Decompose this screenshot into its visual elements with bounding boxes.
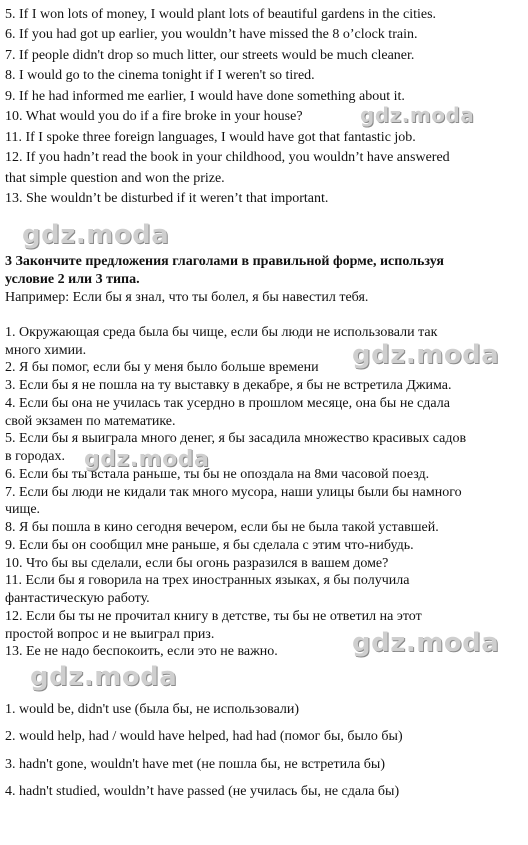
russian-sentence-1-cont: много химии.	[5, 343, 87, 358]
english-answer-12: 12. If you hadn’t read the book in your childhood, you wouldn’t have answered	[5, 150, 450, 165]
english-answer-10: 10. What would you do if a fire broke in your house?	[5, 109, 303, 124]
russian-sentence-2: 2. Я бы помог, если бы у меня было больше времени	[5, 360, 319, 375]
russian-sentence-13: 13. Ее не надо беспокоить, если это не важно.	[5, 644, 278, 659]
russian-sentence-8: 8. Я бы пошла в кино сегодня вечером, если бы не была такой уставшей.	[5, 520, 439, 535]
russian-sentence-7: 7. Если бы люди не кидали так много мусора, наши улицы были бы намного	[5, 485, 462, 500]
russian-sentence-12-cont: простой вопрос и не выиграл приз.	[5, 627, 215, 642]
english-answer-5: 5. If I won lots of money, I would plant lots of beautiful gardens in the cities.	[5, 7, 437, 22]
english-answer-9: 9. If he had informed me earlier, I would have done something about it.	[5, 89, 405, 104]
watermark: gdz.moda	[30, 662, 178, 692]
russian-sentence-11: 11. Если бы я говорила на трех иностранных языках, я бы получила	[5, 573, 410, 588]
watermark: gdz.moda	[84, 447, 210, 472]
russian-sentence-4-cont: свой экзамен по математике.	[5, 414, 176, 429]
watermark: gdz.moda	[22, 220, 170, 250]
russian-sentence-4: 4. Если бы она не училась так усердно в прошлом месяце, она бы не сдала	[5, 396, 450, 411]
russian-sentence-5-cont: в городах.	[5, 449, 65, 464]
russian-sentence-7-cont: чище.	[5, 502, 41, 517]
russian-sentence-10: 10. Что бы вы сделали, если бы огонь разразился в вашем доме?	[5, 556, 389, 571]
answer-4: 4. hadn't studied, wouldn’t have passed (не училась бы, не сдала бы)	[5, 784, 400, 799]
task-heading: 3 Закончите предложения глаголами в правильной форме, используя	[5, 254, 444, 269]
answer-1: 1. would be, didn't use (была бы, не использовали)	[5, 702, 300, 717]
russian-sentence-6: 6. Если бы ты встала раньше, ты бы не опоздала на 8ми часовой поезд.	[5, 467, 430, 482]
russian-sentence-1: 1. Окружающая среда была бы чище, если бы люди не использовали так	[5, 325, 438, 340]
watermark: gdz.moda	[352, 340, 500, 370]
english-answer-13: 13. She wouldn’t be disturbed if it weren’t that important.	[5, 191, 329, 206]
task-example: Например: Если бы я знал, что ты болел, я бы навестил тебя.	[5, 290, 369, 305]
english-answer-12-cont: that simple question and won the prize.	[5, 171, 225, 186]
russian-sentence-12: 12. Если бы ты не прочитал книгу в детстве, ты бы не ответил на этот	[5, 609, 422, 624]
russian-sentence-9: 9. Если бы он сообщил мне раньше, я бы сделала с этим что-нибудь.	[5, 538, 414, 553]
russian-sentence-11-cont: фантастическую работу.	[5, 591, 150, 606]
answer-3: 3. hadn't gone, wouldn't have met (не пошла бы, не встретила бы)	[5, 757, 385, 772]
english-answer-7: 7. If people didn't drop so much litter, our streets would be much cleaner.	[5, 48, 415, 63]
english-answer-6: 6. If you had got up earlier, you wouldn’t have missed the 8 o’clock train.	[5, 27, 418, 42]
english-answer-8: 8. I would go to the cinema tonight if I weren't so tired.	[5, 68, 315, 83]
watermark: gdz.moda	[352, 628, 500, 658]
answer-2: 2. would help, had / would have helped, had had (помог бы, было бы)	[5, 729, 403, 744]
russian-sentence-5: 5. Если бы я выиграла много денег, я бы засадила множество красивых садов	[5, 431, 467, 446]
watermark: gdz.moda	[360, 103, 475, 127]
russian-sentence-3: 3. Если бы я не пошла на ту выставку в декабре, я бы не встретила Джима.	[5, 378, 452, 393]
english-answer-11: 11. If I spoke three foreign languages, I would have got that fantastic job.	[5, 130, 416, 145]
task-heading-cont: условие 2 или 3 типа.	[5, 272, 140, 287]
